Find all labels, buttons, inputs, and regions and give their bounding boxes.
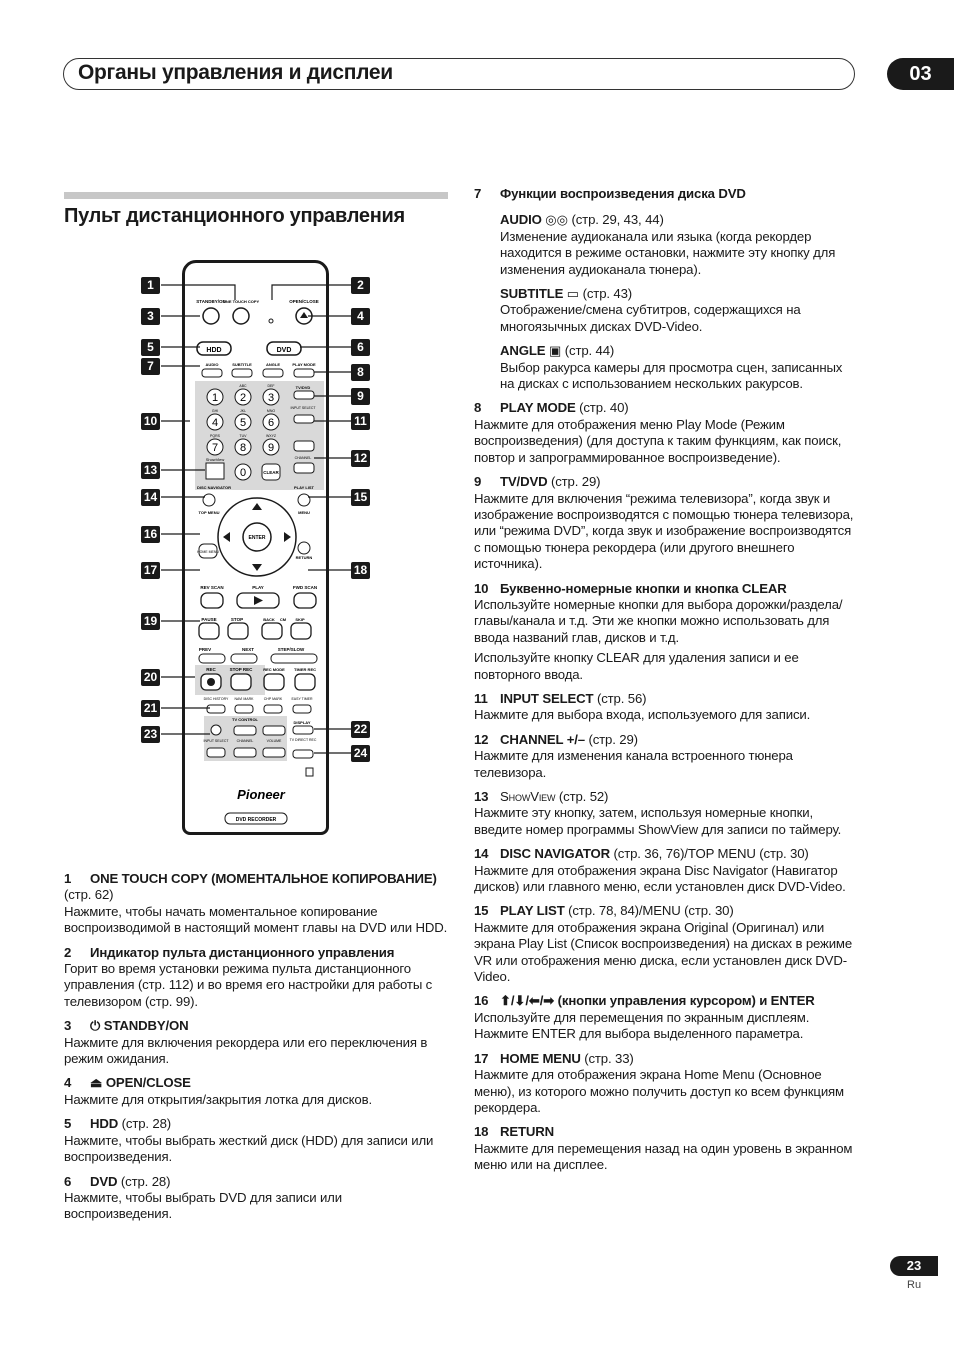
callout-11: 11 [351, 413, 370, 430]
item-ref: (стр. 29) [588, 731, 638, 747]
item-num: 4 [64, 1075, 72, 1091]
return-label: RETURN [295, 555, 313, 560]
item-text: Нажмите для отображения экрана Original (Оригинал) или экрана Play List (Список воспроизведения) на дисках в режиме VR или отображения меню диска, если установлен диск DVD-Video. [474, 919, 853, 985]
item-ref: (стр. 78, 84)/MENU (стр. 30) [568, 903, 734, 919]
item-5 [64, 1116, 448, 1165]
item-audio [474, 212, 858, 278]
item-ref: (стр. 28) [121, 1116, 172, 1132]
tv-input-select-label: INPUT SELECT [203, 739, 229, 743]
callout-19: 19 [141, 613, 160, 630]
prev-label: PREV [198, 647, 212, 652]
callout-16: 16 [141, 526, 160, 543]
item-3 [64, 1018, 448, 1067]
item-text: Отображение/смена субтитров, содержащихся на многоязычных дисках DVD-Video. [500, 302, 801, 334]
item-title: Буквенно-номерные кнопки и кнопка CLEAR [500, 580, 787, 596]
stop-label: STOP [230, 617, 244, 622]
item-text: Нажмите для выбора входа, используемого для записи. [474, 707, 811, 723]
item-9 [474, 474, 858, 572]
play-list-label: PLAY LIST [293, 485, 315, 490]
key-8: 8 [239, 442, 247, 454]
item-title: PLAY LIST [500, 903, 565, 919]
item-title: CHANNEL +/– [500, 731, 585, 747]
item-num: 16 [474, 993, 489, 1009]
svg-text:WXYZ: WXYZ [265, 434, 277, 438]
item-num: 5 [64, 1116, 72, 1132]
item-14 [474, 846, 858, 895]
item-num: 11 [474, 690, 488, 706]
key-3: 3 [267, 392, 275, 404]
play-mode-label: PLAY MODE [292, 362, 316, 367]
callout-7: 7 [141, 358, 160, 375]
key-1: 1 [211, 392, 219, 404]
item-ref: (стр. 62) [64, 887, 114, 903]
callout-4: 4 [351, 308, 370, 325]
next-label: NEXT [241, 647, 255, 652]
model-label: DVD RECORDER [235, 817, 277, 823]
timer-rec-label: TIMER REC [294, 667, 316, 672]
skip-label: SKIP [295, 617, 305, 622]
navi-mark-label: NAVI MARK [234, 697, 254, 701]
brand-logo: Pioneer [237, 787, 285, 802]
callout-12: 12 [351, 450, 370, 467]
disc-navigator-label: DISC NAVIGATOR [197, 485, 232, 490]
item-num: 18 [474, 1124, 489, 1140]
item-ref: (стр. 43) [582, 286, 633, 302]
item-text: Нажмите, чтобы выбрать DVD для записи или воспроизведения. [64, 1189, 342, 1222]
svg-text:DEF: DEF [267, 384, 275, 388]
item-text: Используйте номерные кнопки для выбора дорожки/раздела/главы/канала и т.д. Эти же кнопки можно использовать для ввода названий глав, дисков и т.д. [474, 596, 843, 645]
item-text: Нажмите, чтобы начать моментальное копирование воспроизводимой в настоящий момент главы на DVD или HDD. [64, 903, 448, 936]
pause-label: PAUSE [201, 617, 217, 622]
menu-label: MENU [298, 510, 310, 515]
rec-mode-label: REC MODE [263, 667, 285, 672]
channel-label: CHANNEL [294, 456, 312, 460]
item-text-2: Используйте кнопку CLEAR для удаления записи и ее повторного ввода. [474, 650, 799, 682]
item-13 [474, 789, 858, 838]
label-open-close: OPEN/CLOSE [289, 299, 319, 304]
item-title: SUBTITLE [500, 286, 564, 302]
callout-10: 10 [141, 413, 160, 430]
key-5: 5 [239, 417, 247, 429]
item-title: HDD [90, 1116, 119, 1132]
item-text: Нажмите для отображения меню Play Mode (Режим воспроизведения) (для доступа к таким функциям, как поиск, повтор и запрограммированное воспроизведение). [474, 416, 842, 465]
subtitle-icon: ▭ [566, 286, 580, 302]
item-text: Нажмите для перемещения назад на один уровень в экранном меню или на дисплее. [474, 1140, 853, 1173]
item-title: ⏏ OPEN/CLOSE [90, 1075, 191, 1091]
callout-13: 13 [141, 462, 160, 479]
easy-timer-label: EASY TIMER [291, 697, 313, 701]
item-ref: (стр. 29) [550, 474, 601, 490]
callout-3: 3 [141, 308, 160, 325]
item-text: Нажмите для отображения экрана Home Menu (Основное меню), из которого можно получить доступ ко всем функциям рекордера. [474, 1067, 844, 1115]
item-12 [474, 732, 858, 781]
item-angle [474, 343, 858, 392]
item-1 [64, 871, 448, 937]
item-ref: (стр. 40) [579, 400, 629, 416]
item-title: ⏻ STANDBY/ON [90, 1018, 189, 1034]
item-title: ONE TOUCH COPY (МОМЕНТАЛЬНОЕ КОПИРОВАНИЕ) [90, 871, 437, 886]
svg-text:GHI: GHI [211, 409, 219, 413]
callout-6: 6 [351, 339, 370, 356]
item-num: 1 [64, 871, 72, 886]
item-num: 15 [474, 903, 489, 919]
label-one-touch: ONE TOUCH COPY [222, 299, 260, 304]
audio-icon: ◎◎ [545, 212, 568, 228]
tv-channel-label: CHANNEL [236, 739, 254, 743]
item-title: DVD [90, 1173, 118, 1189]
rec-label: REC [206, 667, 216, 672]
callout-24: 24 [351, 745, 370, 762]
item-title: Индикатор пульта дистанционного управления [90, 944, 395, 960]
item-ref: (стр. 28) [120, 1173, 171, 1189]
header-title: Органы управления и дисплеи [78, 61, 393, 84]
key-7: 7 [211, 442, 219, 454]
fwd-scan-label: FWD SCAN [292, 585, 318, 590]
key-0: 0 [239, 467, 247, 479]
chp-mark-label: CHP MARK [263, 697, 283, 701]
callout-8: 8 [351, 364, 370, 381]
right-description-column [474, 186, 858, 1182]
callout-23: 23 [141, 726, 160, 743]
item-text: Выбор ракурса камеры для просмотра сцен, записанных на дисках с использованием нескольких ракурсов. [500, 359, 843, 392]
chapter-tab: 03 [887, 58, 954, 90]
home-menu-label: HOME MENU [197, 550, 219, 554]
item-18 [474, 1124, 858, 1173]
item-num: 6 [64, 1173, 72, 1189]
callout-5: 5 [141, 339, 160, 356]
item-num: 10 [474, 580, 489, 596]
label-standby: STANDBY/ON [196, 299, 226, 304]
back-label: BACK [263, 617, 275, 622]
play-label: PLAY [252, 585, 264, 590]
page-number: 23 [890, 1256, 938, 1276]
item-title: TV/DVD [500, 474, 548, 490]
callout-17: 17 [141, 562, 160, 579]
rev-scan-label: REV SCAN [200, 585, 224, 590]
item-16 [474, 993, 858, 1042]
svg-text:JKL: JKL [239, 409, 247, 413]
svg-text:TUV: TUV [239, 434, 247, 438]
item-text: Нажмите эту кнопку, затем, используя номерные кнопки, введите номер программы ShowView для записи по таймеру. [474, 805, 842, 837]
angle-label: ANGLE [266, 362, 280, 367]
item-text: Горит во время установки режима пульта дистанционного управления (стр. 112) и во время его настройки для работы с телевизором (стр. 99). [64, 961, 433, 1009]
item-text: Нажмите для включения “режима телевизора”, когда звук и изображение воспроизводятся с помощью тюнера телевизора, или “режима DVD”, когда звук и изображение воспроизводятся с помощью тюнера рекордера (или другого внешнего источника). [474, 490, 854, 572]
enter-label: ENTER [248, 535, 266, 541]
item-title: INPUT SELECT [500, 690, 594, 706]
input-select-label: INPUT SELECT [290, 406, 316, 410]
item-num: 14 [474, 846, 489, 862]
item-text: Нажмите для изменения канала встроенного тюнера телевизора. [474, 748, 793, 780]
audio-label: AUDIO [205, 362, 219, 367]
item-title: HOME MENU [500, 1050, 581, 1066]
item-title: Функции воспроизведения диска DVD [500, 186, 746, 201]
callout-18: 18 [351, 562, 370, 579]
dvd-label: DVD [276, 347, 292, 354]
item-title: RETURN [500, 1124, 555, 1140]
item-2 [64, 945, 448, 1011]
item-title: DISC NAVIGATOR [500, 846, 610, 862]
item-ref: (стр. 56) [596, 690, 647, 706]
clear-label: CLEAR [263, 470, 279, 475]
svg-text:MNO: MNO [266, 409, 276, 413]
step-slow-label: STEP/SLOW [277, 647, 305, 652]
item-17 [474, 1051, 858, 1117]
key-4: 4 [211, 417, 219, 429]
item-num: 7 [474, 186, 482, 201]
callout-22: 22 [351, 721, 370, 738]
display-label: DISPLAY [293, 720, 311, 725]
svg-text:ABC: ABC [239, 384, 247, 388]
item-num: 8 [474, 400, 482, 416]
top-menu-label: TOP MENU [198, 510, 220, 515]
key-6: 6 [267, 417, 275, 429]
item-num: 2 [64, 944, 72, 960]
item-title: ShowView [500, 789, 556, 804]
item-ref: (стр. 36, 76)/TOP MENU (стр. 30) [613, 846, 809, 862]
item-7 [474, 186, 858, 202]
item-title: PLAY MODE [500, 400, 576, 416]
tv-volume-label: VOLUME [266, 739, 282, 743]
stop-rec-label: STOP REC [229, 667, 253, 672]
hdd-label: HDD [206, 347, 222, 354]
callout-14: 14 [141, 489, 160, 506]
angle-icon: ▣ [548, 343, 562, 359]
item-title: ANGLE [500, 343, 546, 359]
language-code: Ru [907, 1279, 922, 1291]
disc-history-label: DISC HISTORY [203, 697, 229, 701]
item-11 [474, 691, 858, 724]
item-10 [474, 581, 858, 683]
item-4 [64, 1075, 448, 1108]
left-description-column [64, 871, 448, 1231]
callout-20: 20 [141, 669, 160, 686]
tv-direct-rec-label: TV DIRECT REC [289, 738, 317, 742]
item-ref: (стр. 44) [564, 343, 615, 359]
item-15 [474, 903, 858, 985]
item-text: Нажмите для отображения экрана Disc Navigator (Навигатор дисков) или главного меню, если установлен диск DVD-Video. [474, 862, 846, 895]
item-text: Нажмите для открытия/закрытия лотка для дисков. [64, 1091, 372, 1107]
item-ref: (стр. 29, 43, 44) [571, 212, 664, 228]
section-title: Пульт дистанционного управления [64, 205, 405, 227]
item-num: 17 [474, 1050, 489, 1066]
callout-2: 2 [351, 277, 370, 294]
item-8 [474, 400, 858, 466]
callout-1: 1 [141, 277, 160, 294]
item-text: Изменение аудиоканала или языка (когда рекордер находится в режиме остановки, нажмите эту кнопку для изменения аудиоканала тюнера). [500, 228, 836, 277]
cm-label: CM [279, 617, 287, 622]
item-subtitle [474, 286, 858, 335]
item-text: Нажмите, чтобы выбрать жесткий диск (HDD) для записи или воспроизведения. [64, 1132, 434, 1165]
item-num: 9 [474, 474, 482, 490]
callout-9: 9 [351, 388, 370, 405]
callout-15: 15 [351, 489, 370, 506]
svg-text:PQRS: PQRS [210, 434, 220, 438]
tv-control-label: TV CONTROL [232, 717, 258, 722]
item-text: Нажмите для включения рекордера или его переключения в режим ожидания. [64, 1034, 428, 1067]
callout-21: 21 [141, 700, 160, 717]
key-2: 2 [239, 392, 247, 404]
item-6 [64, 1174, 448, 1223]
tvdvd-label: TV/DVD [295, 385, 311, 390]
key-9: 9 [267, 442, 275, 454]
item-text: Используйте для перемещения по экранным дисплеям. Нажмите ENTER для выбора выделенного параметра. [474, 1009, 810, 1042]
item-num: 12 [474, 731, 489, 747]
showview-label: ShowView [205, 457, 225, 462]
item-title: ⬆/⬇/⬅/➡ (кнопки управления курсором) и ENTER [500, 993, 815, 1009]
item-ref: (стр. 33) [584, 1050, 634, 1066]
item-num: 3 [64, 1018, 72, 1034]
subtitle-label: SUBTITLE [232, 362, 252, 367]
item-num: 13 [474, 789, 489, 804]
item-title: AUDIO [500, 212, 542, 228]
item-ref: (стр. 52) [558, 789, 609, 804]
